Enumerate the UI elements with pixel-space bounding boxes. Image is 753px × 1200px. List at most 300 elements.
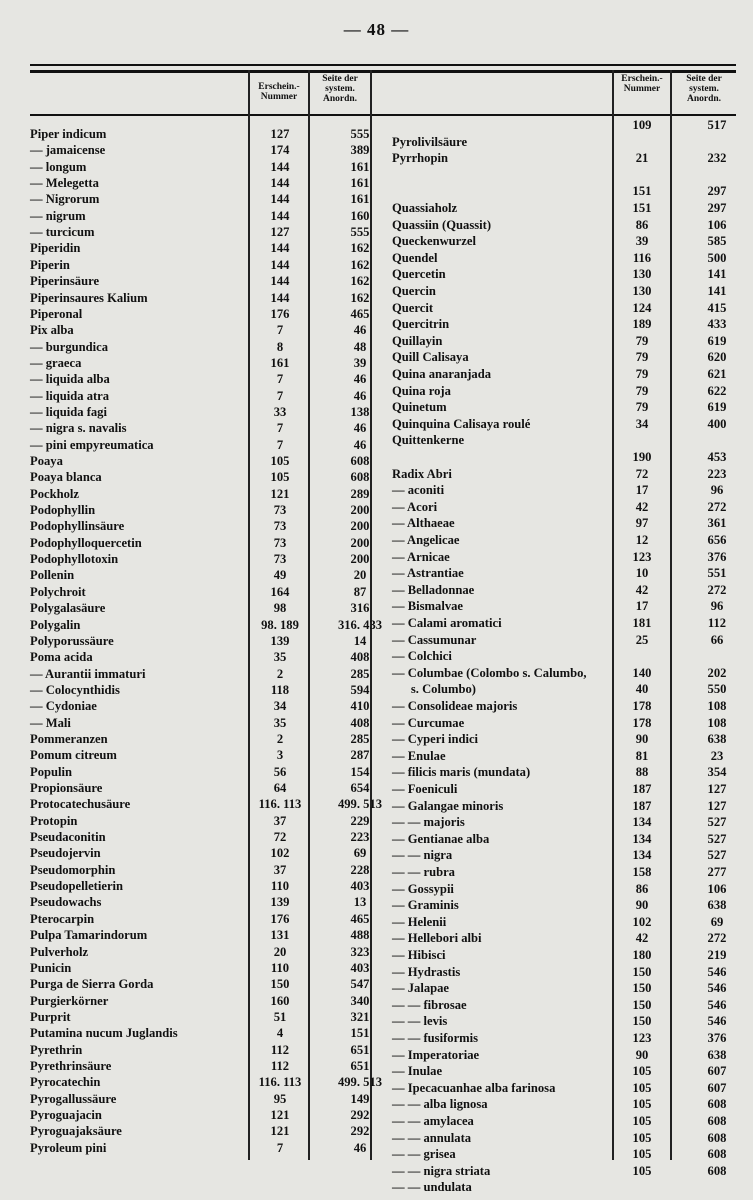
entry-number: 102 (270, 846, 290, 861)
entry-page: 292 (350, 1108, 370, 1122)
entry-number: 79 (635, 383, 649, 398)
entry-number: 3 (276, 748, 284, 763)
entry-name: Podophyllin (30, 503, 96, 518)
entry-number: 73 (273, 503, 287, 518)
entry-number: 151 (632, 184, 652, 199)
entry-number: 21 (635, 151, 649, 166)
entry-page: 219 (707, 948, 727, 962)
entry-name: Quercetin (392, 267, 446, 282)
entry-page: 607 (707, 1064, 727, 1079)
entry-name: — pini empyreumatica (30, 437, 154, 452)
entry-page: 415 (707, 300, 727, 315)
entry-page: 14 (353, 633, 367, 648)
header-page: Seite der system. Anordn. (322, 74, 358, 104)
entry-number: 105 (632, 1064, 652, 1079)
entry-name: Quillayin (392, 333, 443, 348)
entry-number: 105 (632, 1114, 652, 1128)
entry-number: 164 (270, 584, 290, 599)
entry-number: 160 (270, 993, 290, 1008)
header-page-right: Seite der system. Anordn. (686, 74, 722, 104)
entry-number: 10 (635, 566, 649, 581)
entry-page: 287 (350, 748, 370, 763)
entry-number: 110 (270, 960, 290, 975)
entry-name: — Graminis (392, 898, 459, 913)
entry-page: 499. 513 (337, 797, 383, 812)
entry-name: — — amylacea (392, 1114, 474, 1128)
entry-number: 116. 113 (258, 797, 302, 812)
entry-page: 285 (350, 731, 370, 746)
entry-page: 272 (707, 499, 727, 514)
entry-number: 144 (270, 208, 290, 223)
entry-page: 321 (350, 1009, 370, 1024)
entry-page: 654 (350, 781, 370, 795)
entry-number: 42 (635, 931, 649, 946)
entry-name: — Hibisci (392, 948, 446, 962)
entry-page: 46 (353, 421, 367, 436)
header-rule-bottom (30, 114, 736, 116)
entry-page: 433 (707, 317, 727, 332)
entry-number: 109 (632, 118, 652, 132)
entry-name: Pyrolivilsäure (392, 134, 468, 149)
entry-name: — — rubra (392, 865, 455, 879)
header-rule-top (30, 64, 736, 66)
entry-name: — Consolideae majoris (392, 699, 518, 713)
entry-page: 619 (707, 400, 727, 415)
entry-number: 144 (270, 274, 290, 289)
entry-page: 96 (710, 483, 724, 498)
entry-page: 160 (350, 208, 370, 223)
entry-name: — Gentianae alba (392, 831, 490, 846)
entry-page: 546 (707, 981, 727, 996)
entry-page: 162 (350, 274, 370, 289)
entry-page: 620 (707, 350, 727, 365)
entry-name: Pomum citreum (30, 748, 117, 763)
entry-name: — Cyperi indici (392, 732, 479, 747)
entry-page: 39 (353, 355, 367, 370)
entry-number: 86 (635, 881, 649, 896)
entry-name: — — nigra (392, 848, 453, 863)
entry-page: 20 (353, 568, 367, 583)
entry-page: 108 (707, 699, 727, 713)
entry-page: 361 (707, 516, 727, 531)
entry-name: Pollenin (30, 568, 75, 583)
entry-name: — Columbae (Colombo s. Calumbo, (392, 665, 587, 680)
entry-name: Pyroleum pini (30, 1140, 107, 1155)
entry-number: 110 (270, 879, 290, 894)
entry-number: 40 (635, 682, 649, 697)
entry-name: — liquida fagi (30, 404, 107, 419)
entry-page: 400 (707, 416, 727, 431)
entry-number: 105 (632, 1080, 652, 1095)
entry-page: 162 (350, 290, 370, 305)
entry-name: — Foeniculi (392, 782, 458, 796)
entry-name: — — alba lignosa (392, 1097, 488, 1112)
entry-number: 34 (635, 416, 649, 431)
entry-page: 527 (707, 848, 727, 863)
entry-number: 8 (276, 339, 284, 354)
entry-name: Radix Abri (392, 466, 452, 481)
entry-page: 555 (350, 127, 370, 141)
entry-page: 403 (350, 960, 370, 975)
entry-name: Podophylloquercetin (30, 535, 142, 550)
entry-number: 73 (273, 535, 287, 550)
entry-number: 176 (270, 911, 290, 926)
entry-page: 323 (350, 944, 370, 959)
header-number-right: Erschein.- Nummer (621, 74, 663, 94)
entry-page: 272 (707, 931, 727, 946)
entry-page: 229 (350, 813, 370, 828)
entry-number: 81 (635, 748, 649, 763)
entry-number: 7 (276, 1140, 284, 1155)
entry-page: 499. 513 (337, 1075, 383, 1090)
entry-number: 144 (270, 192, 290, 207)
entry-name: — Melegetta (30, 176, 99, 191)
entry-name: Pix alba (30, 323, 74, 338)
entry-number: 134 (632, 815, 652, 830)
entry-page: 465 (350, 306, 370, 321)
entry-page: 638 (707, 1047, 727, 1062)
entry-page: 651 (350, 1042, 370, 1057)
entry-number: 130 (632, 267, 652, 282)
entry-page: 285 (350, 666, 370, 681)
entry-number: 35 (273, 715, 287, 730)
entry-name: — — undulata (392, 1180, 472, 1195)
entry-name: Polygalasäure (30, 601, 106, 616)
entry-page: 297 (707, 184, 727, 199)
entry-page: 622 (707, 383, 727, 398)
entry-name: Pyrethrinsäure (30, 1058, 112, 1073)
entry-number: 79 (635, 367, 649, 381)
entry-page: 141 (707, 284, 727, 298)
entry-number: 123 (632, 1031, 652, 1045)
entry-page: 651 (350, 1058, 370, 1073)
entry-name: Piperinsäure (30, 274, 100, 289)
entry-name: Pseudowachs (30, 895, 102, 910)
entry-page: 555 (350, 225, 370, 240)
entry-number: 140 (632, 665, 652, 680)
entry-page: 608 (707, 1097, 727, 1112)
entry-name: — Galangae minoris (392, 798, 504, 813)
entry-page: 200 (350, 519, 370, 534)
entry-name: — Mali (30, 715, 71, 730)
entry-name: — — majoris (392, 815, 465, 830)
entry-name: — Hydrastis (392, 964, 461, 979)
entry-page: 638 (707, 732, 727, 747)
entry-name: — Arnicae (392, 549, 450, 564)
entry-page: 465 (350, 911, 370, 926)
entry-number: 127 (270, 127, 290, 141)
entry-number: 33 (273, 404, 287, 419)
entry-name: Punicin (30, 960, 72, 975)
entry-name: Pyroguajaksäure (30, 1124, 122, 1139)
entry-page: 297 (707, 201, 727, 215)
entry-name: Poaya blanca (30, 470, 102, 485)
entry-number: 42 (635, 582, 649, 597)
entry-number: 151 (632, 201, 652, 215)
entry-page: 46 (353, 1140, 367, 1155)
entry-name: — — grisea (392, 1147, 456, 1162)
entry-number: 105 (632, 1130, 652, 1145)
entry-page: 546 (707, 964, 727, 979)
entry-page: 112 (707, 616, 727, 630)
entry-number: 144 (270, 241, 290, 256)
entry-number: 90 (635, 1047, 649, 1062)
page-number: — 48 — (343, 20, 410, 39)
entry-number: 17 (635, 599, 649, 614)
entry-name: Quinquina Calisaya roulé (392, 416, 531, 431)
entry-page: 106 (707, 217, 727, 232)
entry-number: 134 (632, 831, 652, 846)
entry-number: 121 (270, 1124, 290, 1139)
entry-page: 154 (350, 764, 370, 779)
entry-name: — Althaeae (392, 516, 455, 531)
entry-name: — Angelicae (392, 533, 460, 547)
entry-number: 130 (632, 284, 652, 298)
entry-page: 500 (707, 250, 727, 265)
entry-name: Quina anaranjada (392, 367, 492, 381)
entry-number: 161 (270, 355, 290, 370)
entry-number: 73 (273, 552, 287, 567)
entry-name: Piper indicum (30, 127, 107, 141)
entry-page: 48 (353, 339, 367, 354)
entry-number: 79 (635, 400, 649, 415)
entry-page: 141 (707, 267, 727, 282)
entry-name: — graeca (30, 355, 82, 370)
entry-number: 73 (273, 519, 287, 534)
entry-name: Putamina nucum Juglandis (30, 1026, 178, 1041)
entry-number: 98. 189 (261, 617, 299, 632)
entry-name: s. Columbo) (392, 682, 476, 697)
entry-page: 517 (707, 118, 727, 132)
entry-name: Protocatechusäure (30, 797, 131, 812)
entry-name: Purgierkörner (30, 993, 109, 1008)
entry-number: 79 (635, 350, 649, 365)
entry-page: 550 (707, 682, 727, 697)
entry-number: 79 (635, 333, 649, 348)
entry-page: 69 (710, 914, 724, 929)
entry-number: 131 (270, 928, 290, 943)
entry-page: 200 (350, 503, 370, 518)
entry-number: 12 (635, 533, 649, 547)
entry-number: 144 (270, 176, 290, 191)
entry-name: Polygalin (30, 617, 81, 632)
entry-page: 277 (707, 865, 727, 879)
entry-page: 46 (353, 323, 367, 338)
entry-name: — Jalapae (392, 981, 450, 996)
entry-number: 150 (270, 977, 290, 992)
header-number: Erschein.- Nummer (258, 82, 300, 102)
entry-number: 90 (635, 732, 649, 747)
entry-name: — Gossypii (392, 881, 454, 896)
entry-name: Pyrethrin (30, 1042, 83, 1057)
entry-name: Pseudopelletierin (30, 879, 124, 894)
entry-number: 176 (270, 306, 290, 321)
entry-page: 200 (350, 552, 370, 567)
entry-page: 127 (707, 798, 727, 813)
entry-page: 138 (350, 404, 370, 419)
entry-page: 149 (350, 1091, 370, 1106)
entry-number: 121 (270, 1108, 290, 1122)
entry-number: 150 (632, 981, 652, 996)
entry-name: Quercitrin (392, 317, 450, 332)
entry-page: 161 (350, 192, 370, 207)
entry-page: 289 (350, 486, 370, 501)
entry-name: Quina roja (392, 383, 451, 398)
entry-name: Quinetum (392, 400, 447, 415)
entry-number: 88 (635, 765, 649, 780)
entry-page: 223 (350, 830, 370, 845)
entry-name: Populin (30, 764, 72, 779)
entry-page: 408 (350, 715, 370, 730)
entry-name: — Imperatoriae (392, 1047, 480, 1062)
entry-number: 144 (270, 257, 290, 272)
entry-number: 144 (270, 290, 290, 305)
entry-page: 23 (710, 748, 724, 763)
entry-name: — — levis (392, 1014, 448, 1029)
entry-page: 316. 433 (337, 617, 383, 632)
entry-name: — — annulata (392, 1130, 472, 1145)
entry-name: Quercin (392, 284, 436, 298)
entry-page: 46 (353, 388, 367, 403)
entry-page: 272 (707, 582, 727, 597)
entry-name: — Cassumunar (392, 632, 477, 647)
entry-number: 25 (635, 632, 649, 647)
entry-number: 116 (632, 250, 652, 265)
entry-name: — Nigrorum (30, 192, 100, 207)
entry-name: Quassiaholz (392, 201, 458, 215)
entry-page: 585 (707, 234, 727, 249)
entry-page: 354 (707, 765, 727, 780)
entry-page: 69 (353, 846, 367, 861)
entry-number: 37 (273, 813, 287, 828)
entry-page: 608 (707, 1163, 727, 1178)
entry-page: 162 (350, 241, 370, 256)
entry-name: Pockholz (30, 486, 79, 501)
entry-number: 150 (632, 997, 652, 1012)
entry-name: Quercit (392, 300, 434, 315)
entry-name: — Bismalvae (392, 599, 464, 614)
entry-name: — — fibrosae (392, 997, 467, 1012)
entry-number: 37 (273, 862, 287, 877)
entry-name: — Hellebori albi (392, 931, 482, 946)
entry-number: 150 (632, 1014, 652, 1029)
entry-number: 189 (632, 317, 652, 332)
entry-number: 187 (632, 782, 652, 796)
entry-name: — longum (30, 159, 87, 174)
entry-page: 292 (350, 1124, 370, 1139)
entry-page: 608 (707, 1130, 727, 1145)
entry-name: Pulverholz (30, 944, 89, 959)
entry-name: Poaya (30, 454, 63, 468)
entry-name: Polyporussäure (30, 633, 114, 648)
entry-page: 202 (707, 665, 727, 680)
header-rule-top-thick (30, 70, 736, 73)
entry-page: 608 (707, 1114, 727, 1128)
entry-page: 547 (350, 977, 370, 992)
entry-name: Pyrrhopin (392, 151, 448, 166)
entry-name: — Inulae (392, 1064, 443, 1079)
entry-name: — liquida alba (30, 372, 110, 387)
entry-name: Pyrogallussäure (30, 1091, 117, 1106)
entry-name: Piperin (30, 257, 70, 272)
entry-number: 35 (273, 650, 287, 665)
entry-name: Pulpa Tamarindorum (30, 928, 148, 943)
entry-name: — Belladonnae (392, 582, 475, 597)
entry-page: 96 (710, 599, 724, 614)
entry-number: 105 (270, 470, 290, 485)
entry-page: 200 (350, 535, 370, 550)
entry-name: — nigra s. navalis (30, 421, 127, 436)
entry-page: 66 (710, 632, 724, 647)
entry-number: 56 (273, 764, 287, 779)
entry-name: Propionsäure (30, 781, 103, 795)
entry-name: — filicis maris (mundata) (392, 765, 531, 780)
entry-page: 638 (707, 898, 727, 913)
entry-page: 527 (707, 831, 727, 846)
entry-page: 546 (707, 997, 727, 1012)
entry-name: — Cydoniae (30, 699, 97, 714)
entry-number: 51 (273, 1009, 287, 1024)
entry-page: 551 (707, 566, 727, 581)
entry-page: 13 (353, 895, 367, 910)
entry-number: 90 (635, 898, 649, 913)
entry-page: 403 (350, 879, 370, 894)
entry-page: 389 (350, 143, 370, 158)
entry-page: 46 (353, 372, 367, 387)
entry-page: 410 (350, 699, 370, 714)
entry-number: 105 (632, 1097, 652, 1112)
entry-number: 72 (635, 466, 649, 481)
entry-number: 139 (270, 895, 290, 910)
entry-number: 4 (276, 1026, 284, 1041)
entry-name: Pyrocatechin (30, 1075, 101, 1090)
entry-number: 17 (635, 483, 649, 498)
entry-name: Pseudojervin (30, 846, 101, 861)
entry-number: 144 (270, 159, 290, 174)
entry-page: 607 (707, 1080, 727, 1095)
entry-name: — — nigra striata (392, 1163, 491, 1178)
entry-name: — turcicum (30, 225, 95, 240)
entry-page: 621 (707, 367, 727, 381)
entry-name: Queckenwurzel (392, 234, 476, 249)
entry-name: — Astrantiae (392, 566, 464, 581)
entry-name: — jamaicense (30, 143, 106, 158)
entry-number: 181 (632, 616, 652, 630)
entry-page: 488 (350, 928, 370, 943)
entry-name: Pyroguajacin (30, 1108, 102, 1122)
entry-name: — Acori (392, 499, 438, 514)
entry-number: 105 (632, 1163, 652, 1178)
entry-page: 46 (353, 437, 367, 452)
entry-page: 162 (350, 257, 370, 272)
entry-name: — nigrum (30, 208, 86, 223)
entry-page: 594 (350, 682, 370, 697)
entry-number: 7 (276, 421, 284, 436)
entry-name: Piperinsaures Kalium (30, 290, 148, 305)
entry-page: 608 (350, 470, 370, 485)
entry-page: 376 (707, 549, 727, 564)
entry-page: 656 (707, 533, 727, 547)
entry-name: — Colocynthidis (30, 682, 120, 697)
entry-number: 105 (632, 1147, 652, 1162)
entry-number: 97 (635, 516, 649, 531)
entry-page: 608 (707, 1147, 727, 1162)
entry-name: Pseudomorphin (30, 862, 116, 877)
entry-page: 619 (707, 333, 727, 348)
entry-page: 228 (350, 862, 370, 877)
entry-number: 158 (632, 865, 652, 879)
entry-number: 178 (632, 715, 652, 730)
